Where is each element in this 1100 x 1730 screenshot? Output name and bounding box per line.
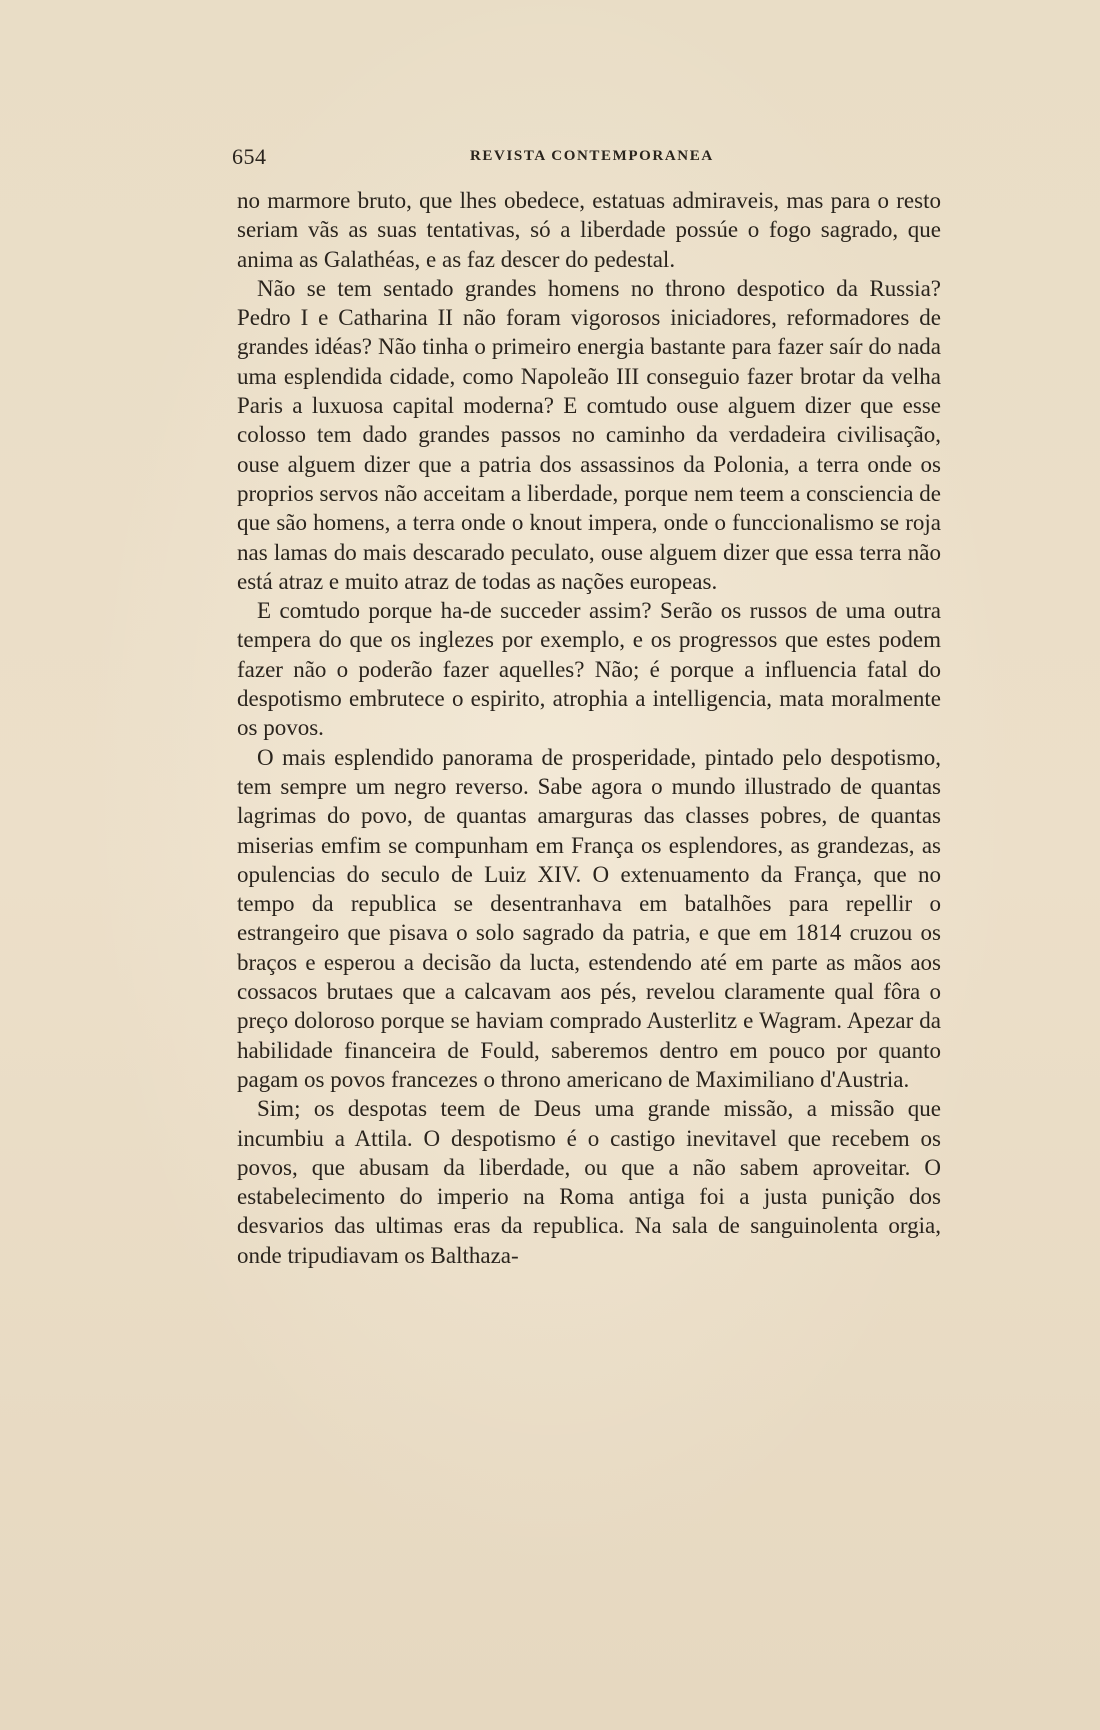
page-number: 654 xyxy=(232,144,267,169)
paragraph-despotism-influence: E comtudo porque ha-de succeder assim? Serão os russos de uma outra tempera do que os inglezes por exemplo, e os progressos que estes podem fazer não o poderão fazer aquelles? Não; é porque a influencia fatal do despotismo embrutece o espirito, atrophia a intelligencia, mata moralmente os povos. xyxy=(237,598,941,741)
paragraph-russia: Não se tem sentado grandes homens no throno despotico da Russia? Pedro I e Catharina II não foram vigorosos iniciadores, reformadores de grandes idéas? Não tinha o primeiro energia bastante para fazer saír do nada uma esplendida cidade, como Napoleão III conseguio fazer brotar da velha Paris a luxuosa capital moderna? E comtudo ouse alguem dizer que esse colosso tem dado grandes passos no caminho da verdadeira civilisação, ouse alguem dizer que a patria dos assassinos da Polonia, a terra onde os proprios servos não acceitam a liberdade, porque nem teem a consciencia de que são homens, a terra onde o knout impera, onde o funccionalismo se roja nas lamas do mais descarado peculato, ouse alguem dizer que essa terra não está atraz e muito atraz de todas as nações europeas. xyxy=(237,275,941,594)
running-title: REVISTA CONTEMPORANEA xyxy=(470,148,714,164)
paragraph-continuation: no marmore bruto, que lhes obedece, estatuas admiraveis, mas para o resto seriam vãs as suas tentativas, só a liberdade possúe o fogo sagrado, que anima as Galathéas, e as faz descer do pedestal. xyxy=(237,188,941,272)
paragraph-france-prosperity: O mais esplendido panorama de prosperidade, pintado pelo despotismo, tem sempre um negro reverso. Sabe agora o mundo illustrado de quantas lagrimas do povo, de quantas amarguras das classes pobres, de quantas miserias emfim se compunham em França os esplendores, as grandezas, as opulencias do seculo de Luiz XIV. O extenuamento da França, que no tempo da republica se desentranhava em batalhões para repellir o estrangeiro que pisava o solo sagrado da patria, e que em 1814 cruzou os braços e esperou a decisão da lucta, estendendo até em parte as mãos aos cossacos brutaes que a calcavam aos pés, revelou claramente qual fôra o preço doloroso porque se haviam comprado Austerlitz e Wagram. Apezar da habilidade financeira de Fould, saberemos dentro em pouco por quanto pagam os povos francezes o throno americano de Maximiliano d'Austria. xyxy=(237,744,941,1092)
page-header xyxy=(232,144,940,170)
paragraph-despots-mission: Sim; os despotas teem de Deus uma grande missão, a missão que incumbiu a Attila. O despotismo é o castigo inevitavel que recebem os povos, que abusam da liberdade, ou que a não sabem aproveitar. O estabelecimento do imperio na Roma antiga foi a justa punição dos desvarios das ultimas eras da republica. Na sala de sanguinolenta orgia, onde tripudiavam os Balthaza- xyxy=(237,1096,941,1268)
body-text xyxy=(237,186,941,1270)
